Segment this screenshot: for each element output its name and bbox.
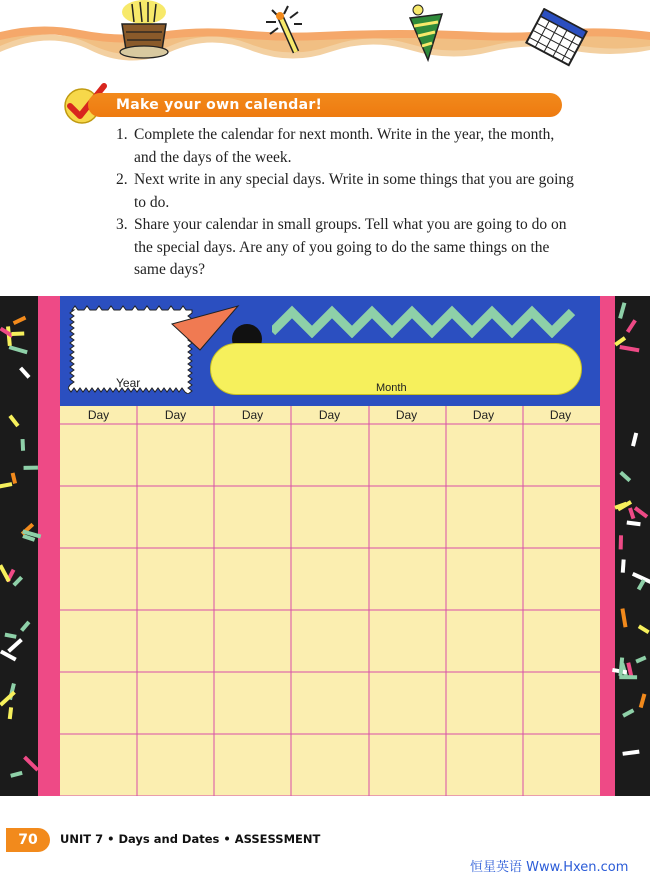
birthday-cake-icon	[112, 0, 176, 62]
day-header[interactable]: Day	[87, 408, 110, 422]
section-title: Make your own calendar!	[88, 93, 562, 117]
zigzag-decoration	[272, 302, 582, 338]
day-header[interactable]: Day	[164, 408, 187, 422]
instruction-number: 1.	[116, 126, 128, 143]
party-hat-icon	[398, 0, 456, 64]
page-number: 70	[6, 828, 50, 852]
month-label: Month	[376, 382, 407, 394]
calendar	[60, 296, 600, 796]
day-header[interactable]: Day	[549, 408, 572, 422]
instruction-item	[116, 124, 576, 169]
year-label: Year	[116, 376, 141, 390]
instruction-text: Next write in any special days. Write in some things that you are going to do.	[134, 171, 574, 211]
day-header[interactable]: Day	[472, 408, 495, 422]
calendar-header	[60, 296, 600, 406]
instruction-item	[116, 214, 576, 282]
decorative-header-band	[0, 0, 650, 70]
grid-lines	[60, 406, 600, 796]
calendar-grid	[60, 406, 600, 796]
instruction-text: Share your calendar in small groups. Tell what you are going to do on the special days. Are any of you going to do the same things on the same days?	[134, 216, 567, 278]
day-header[interactable]: Day	[241, 408, 264, 422]
instruction-number: 3.	[116, 216, 128, 233]
calendar-board	[0, 296, 650, 796]
calendar-icon	[524, 8, 588, 68]
day-header[interactable]: Day	[395, 408, 418, 422]
watermark: 恒星英语 Www.Hxen.com	[470, 860, 629, 875]
instruction-number: 2.	[116, 171, 128, 188]
firecracker-icon	[258, 2, 320, 64]
footer-text: UNIT 7 • Days and Dates • ASSESSMENT	[60, 832, 321, 846]
day-header[interactable]: Day	[318, 408, 341, 422]
instruction-text: Complete the calendar for next month. Write in the year, the month, and the days of the week.	[134, 126, 555, 166]
instruction-item	[116, 169, 576, 214]
instructions-list	[116, 124, 576, 282]
